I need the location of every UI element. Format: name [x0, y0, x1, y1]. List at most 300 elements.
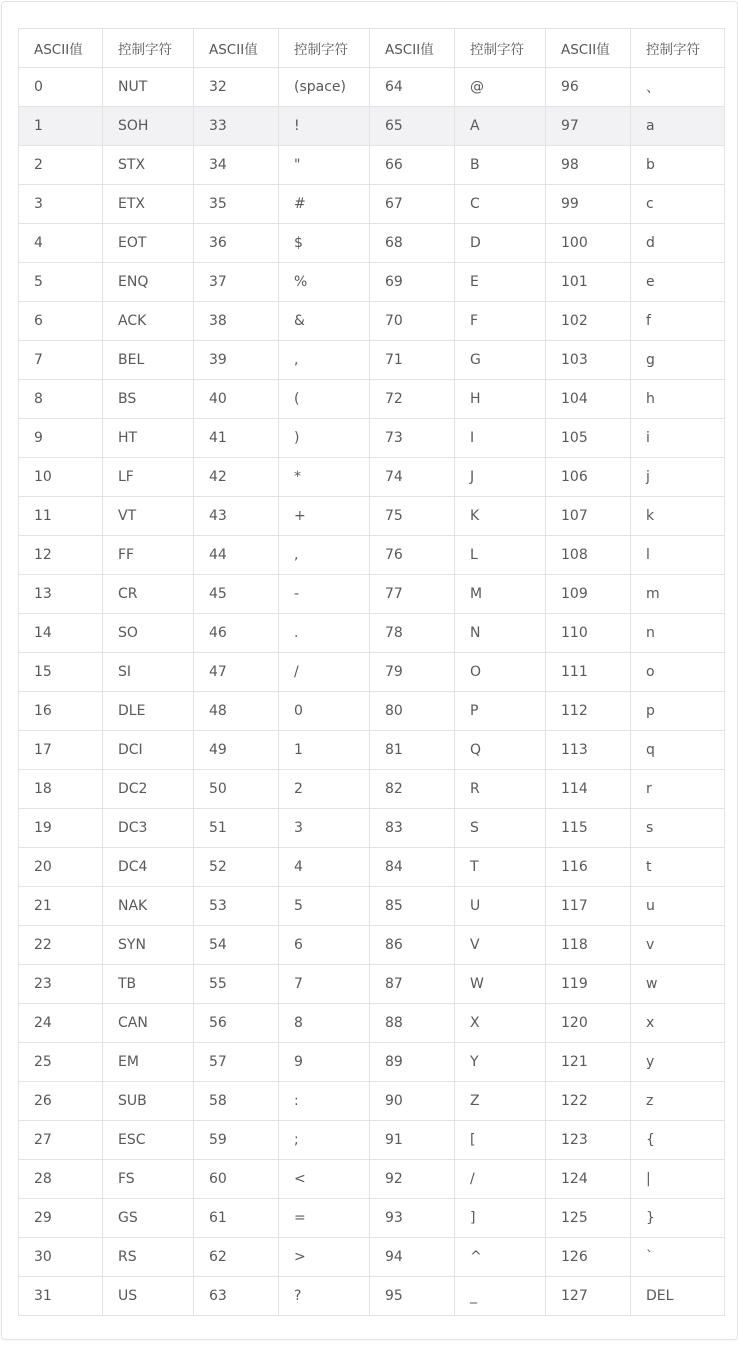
character-cell: ^: [455, 1238, 546, 1277]
ascii-code-cell: 90: [370, 1082, 455, 1121]
character-cell: DEL: [631, 1277, 725, 1316]
character-cell: ENQ: [103, 263, 194, 302]
ascii-code-cell: 104: [546, 380, 631, 419]
ascii-code-cell: 119: [546, 965, 631, 1004]
column-header: ASCII值: [19, 29, 103, 68]
table-row: [19, 770, 725, 809]
character-cell: DC3: [103, 809, 194, 848]
character-cell: LF: [103, 458, 194, 497]
ascii-code-cell: 60: [194, 1160, 279, 1199]
ascii-code-cell: 30: [19, 1238, 103, 1277]
table-row: [19, 887, 725, 926]
character-cell: f: [631, 302, 725, 341]
character-cell: 4: [279, 848, 370, 887]
table-row: [19, 419, 725, 458]
character-cell: 6: [279, 926, 370, 965]
ascii-code-cell: 37: [194, 263, 279, 302]
character-cell: ESC: [103, 1121, 194, 1160]
ascii-code-cell: 42: [194, 458, 279, 497]
ascii-code-cell: 68: [370, 224, 455, 263]
character-cell: BEL: [103, 341, 194, 380]
character-cell: K: [455, 497, 546, 536]
character-cell: 5: [279, 887, 370, 926]
character-cell: q: [631, 731, 725, 770]
character-cell: m: [631, 575, 725, 614]
table-row: [19, 926, 725, 965]
character-cell: X: [455, 1004, 546, 1043]
character-cell: 、: [631, 68, 725, 107]
ascii-code-cell: 32: [194, 68, 279, 107]
table-row: [19, 341, 725, 380]
character-cell: ETX: [103, 185, 194, 224]
character-cell: F: [455, 302, 546, 341]
ascii-code-cell: 99: [546, 185, 631, 224]
character-cell: j: [631, 458, 725, 497]
ascii-code-cell: 66: [370, 146, 455, 185]
character-cell: +: [279, 497, 370, 536]
character-cell: C: [455, 185, 546, 224]
ascii-code-cell: 71: [370, 341, 455, 380]
character-cell: Z: [455, 1082, 546, 1121]
ascii-code-cell: 59: [194, 1121, 279, 1160]
table-row: [19, 1277, 725, 1316]
ascii-code-cell: 8: [19, 380, 103, 419]
character-cell: D: [455, 224, 546, 263]
character-cell: H: [455, 380, 546, 419]
character-cell: N: [455, 614, 546, 653]
table-header-row: [19, 29, 725, 68]
character-cell: EM: [103, 1043, 194, 1082]
character-cell: !: [279, 107, 370, 146]
ascii-code-cell: 67: [370, 185, 455, 224]
ascii-code-cell: 69: [370, 263, 455, 302]
ascii-code-cell: 18: [19, 770, 103, 809]
column-header: 控制字符: [279, 29, 370, 68]
character-cell: DC4: [103, 848, 194, 887]
character-cell: _: [455, 1277, 546, 1316]
ascii-table: [18, 28, 725, 1316]
character-cell: |: [631, 1160, 725, 1199]
table-row: [19, 146, 725, 185]
ascii-code-cell: 83: [370, 809, 455, 848]
character-cell: NAK: [103, 887, 194, 926]
character-cell: i: [631, 419, 725, 458]
character-cell: s: [631, 809, 725, 848]
ascii-code-cell: 112: [546, 692, 631, 731]
character-cell: g: [631, 341, 725, 380]
ascii-code-cell: 89: [370, 1043, 455, 1082]
ascii-code-cell: 46: [194, 614, 279, 653]
character-cell: STX: [103, 146, 194, 185]
ascii-code-cell: 65: [370, 107, 455, 146]
character-cell: ): [279, 419, 370, 458]
column-header: 控制字符: [103, 29, 194, 68]
ascii-code-cell: 85: [370, 887, 455, 926]
ascii-code-cell: 27: [19, 1121, 103, 1160]
character-cell: -: [279, 575, 370, 614]
ascii-code-cell: 16: [19, 692, 103, 731]
ascii-code-cell: 51: [194, 809, 279, 848]
table-row: [19, 692, 725, 731]
ascii-code-cell: 91: [370, 1121, 455, 1160]
character-cell: o: [631, 653, 725, 692]
ascii-code-cell: 107: [546, 497, 631, 536]
character-cell: t: [631, 848, 725, 887]
character-cell: &: [279, 302, 370, 341]
character-cell: .: [279, 614, 370, 653]
ascii-code-cell: 127: [546, 1277, 631, 1316]
ascii-code-cell: 45: [194, 575, 279, 614]
ascii-code-cell: 23: [19, 965, 103, 1004]
ascii-code-cell: 106: [546, 458, 631, 497]
ascii-code-cell: 50: [194, 770, 279, 809]
character-cell: z: [631, 1082, 725, 1121]
table-row: [19, 380, 725, 419]
ascii-code-cell: 55: [194, 965, 279, 1004]
character-cell: FF: [103, 536, 194, 575]
table-row: [19, 1082, 725, 1121]
character-cell: V: [455, 926, 546, 965]
ascii-code-cell: 6: [19, 302, 103, 341]
table-row: [19, 302, 725, 341]
character-cell: ACK: [103, 302, 194, 341]
ascii-code-cell: 13: [19, 575, 103, 614]
table-row: [19, 68, 725, 107]
ascii-code-cell: 33: [194, 107, 279, 146]
character-cell: DC2: [103, 770, 194, 809]
ascii-code-cell: 121: [546, 1043, 631, 1082]
character-cell: `: [631, 1238, 725, 1277]
ascii-code-cell: 62: [194, 1238, 279, 1277]
ascii-code-cell: 58: [194, 1082, 279, 1121]
table-row: [19, 458, 725, 497]
character-cell: A: [455, 107, 546, 146]
character-cell: M: [455, 575, 546, 614]
ascii-code-cell: 123: [546, 1121, 631, 1160]
character-cell: (space): [279, 68, 370, 107]
character-cell: BS: [103, 380, 194, 419]
ascii-code-cell: 75: [370, 497, 455, 536]
character-cell: TB: [103, 965, 194, 1004]
character-cell: FS: [103, 1160, 194, 1199]
ascii-code-cell: 21: [19, 887, 103, 926]
ascii-code-cell: 92: [370, 1160, 455, 1199]
ascii-code-cell: 31: [19, 1277, 103, 1316]
ascii-code-cell: 87: [370, 965, 455, 1004]
ascii-code-cell: 116: [546, 848, 631, 887]
ascii-code-cell: 43: [194, 497, 279, 536]
ascii-code-cell: 102: [546, 302, 631, 341]
character-cell: 1: [279, 731, 370, 770]
character-cell: e: [631, 263, 725, 302]
character-cell: a: [631, 107, 725, 146]
table-row: [19, 1199, 725, 1238]
table-row: [19, 848, 725, 887]
table-row: [19, 224, 725, 263]
ascii-code-cell: 35: [194, 185, 279, 224]
character-cell: <: [279, 1160, 370, 1199]
ascii-code-cell: 79: [370, 653, 455, 692]
ascii-code-cell: 86: [370, 926, 455, 965]
ascii-code-cell: 88: [370, 1004, 455, 1043]
ascii-code-cell: 100: [546, 224, 631, 263]
ascii-code-cell: 120: [546, 1004, 631, 1043]
character-cell: T: [455, 848, 546, 887]
character-cell: CAN: [103, 1004, 194, 1043]
character-cell: 9: [279, 1043, 370, 1082]
character-cell: NUT: [103, 68, 194, 107]
ascii-code-cell: 105: [546, 419, 631, 458]
ascii-code-cell: 72: [370, 380, 455, 419]
table-row: [19, 1160, 725, 1199]
character-cell: VT: [103, 497, 194, 536]
character-cell: B: [455, 146, 546, 185]
character-cell: y: [631, 1043, 725, 1082]
table-row: [19, 575, 725, 614]
character-cell: {: [631, 1121, 725, 1160]
ascii-code-cell: 15: [19, 653, 103, 692]
ascii-code-cell: 38: [194, 302, 279, 341]
ascii-code-cell: 17: [19, 731, 103, 770]
column-header: ASCII值: [370, 29, 455, 68]
ascii-code-cell: 25: [19, 1043, 103, 1082]
ascii-code-cell: 93: [370, 1199, 455, 1238]
table-row: [19, 653, 725, 692]
ascii-code-cell: 11: [19, 497, 103, 536]
ascii-code-cell: 124: [546, 1160, 631, 1199]
ascii-code-cell: 24: [19, 1004, 103, 1043]
table-row: [19, 1004, 725, 1043]
ascii-code-cell: 101: [546, 263, 631, 302]
character-cell: l: [631, 536, 725, 575]
character-cell: h: [631, 380, 725, 419]
ascii-code-cell: 34: [194, 146, 279, 185]
character-cell: ": [279, 146, 370, 185]
character-cell: CR: [103, 575, 194, 614]
ascii-code-cell: 44: [194, 536, 279, 575]
ascii-code-cell: 54: [194, 926, 279, 965]
character-cell: $: [279, 224, 370, 263]
character-cell: d: [631, 224, 725, 263]
table-body: [19, 68, 725, 1316]
ascii-code-cell: 114: [546, 770, 631, 809]
ascii-code-cell: 122: [546, 1082, 631, 1121]
character-cell: ;: [279, 1121, 370, 1160]
character-cell: >: [279, 1238, 370, 1277]
ascii-code-cell: 73: [370, 419, 455, 458]
ascii-code-cell: 109: [546, 575, 631, 614]
character-cell: P: [455, 692, 546, 731]
ascii-code-cell: 10: [19, 458, 103, 497]
character-cell: x: [631, 1004, 725, 1043]
character-cell: u: [631, 887, 725, 926]
character-cell: SO: [103, 614, 194, 653]
ascii-code-cell: 108: [546, 536, 631, 575]
ascii-code-cell: 80: [370, 692, 455, 731]
ascii-code-cell: 19: [19, 809, 103, 848]
character-cell: S: [455, 809, 546, 848]
character-cell: 3: [279, 809, 370, 848]
character-cell: r: [631, 770, 725, 809]
table-card: [1, 1, 738, 1340]
character-cell: I: [455, 419, 546, 458]
column-header: ASCII值: [546, 29, 631, 68]
table-row: [19, 107, 725, 146]
character-cell: SUB: [103, 1082, 194, 1121]
ascii-code-cell: 111: [546, 653, 631, 692]
character-cell: /: [279, 653, 370, 692]
ascii-code-cell: 39: [194, 341, 279, 380]
ascii-code-cell: 49: [194, 731, 279, 770]
ascii-code-cell: 26: [19, 1082, 103, 1121]
table-row: [19, 1238, 725, 1277]
ascii-code-cell: 115: [546, 809, 631, 848]
character-cell: ,: [279, 536, 370, 575]
character-cell: w: [631, 965, 725, 1004]
ascii-code-cell: 98: [546, 146, 631, 185]
ascii-code-cell: 84: [370, 848, 455, 887]
table-row: [19, 536, 725, 575]
ascii-code-cell: 53: [194, 887, 279, 926]
ascii-code-cell: 96: [546, 68, 631, 107]
character-cell: HT: [103, 419, 194, 458]
ascii-code-cell: 48: [194, 692, 279, 731]
table-row: [19, 731, 725, 770]
ascii-code-cell: 4: [19, 224, 103, 263]
character-cell: p: [631, 692, 725, 731]
character-cell: J: [455, 458, 546, 497]
ascii-code-cell: 40: [194, 380, 279, 419]
ascii-code-cell: 1: [19, 107, 103, 146]
character-cell: DLE: [103, 692, 194, 731]
ascii-code-cell: 57: [194, 1043, 279, 1082]
table-row: [19, 614, 725, 653]
column-header: ASCII值: [194, 29, 279, 68]
character-cell: :: [279, 1082, 370, 1121]
ascii-code-cell: 12: [19, 536, 103, 575]
ascii-code-cell: 117: [546, 887, 631, 926]
character-cell: Q: [455, 731, 546, 770]
character-cell: DCI: [103, 731, 194, 770]
ascii-code-cell: 9: [19, 419, 103, 458]
character-cell: R: [455, 770, 546, 809]
character-cell: L: [455, 536, 546, 575]
ascii-code-cell: 52: [194, 848, 279, 887]
ascii-code-cell: 76: [370, 536, 455, 575]
character-cell: ]: [455, 1199, 546, 1238]
character-cell: RS: [103, 1238, 194, 1277]
column-header: 控制字符: [631, 29, 725, 68]
character-cell: E: [455, 263, 546, 302]
ascii-code-cell: 3: [19, 185, 103, 224]
character-cell: ,: [279, 341, 370, 380]
column-header: 控制字符: [455, 29, 546, 68]
ascii-code-cell: 126: [546, 1238, 631, 1277]
ascii-code-cell: 22: [19, 926, 103, 965]
ascii-code-cell: 74: [370, 458, 455, 497]
table-row: [19, 1121, 725, 1160]
ascii-code-cell: 41: [194, 419, 279, 458]
character-cell: k: [631, 497, 725, 536]
ascii-code-cell: 81: [370, 731, 455, 770]
character-cell: US: [103, 1277, 194, 1316]
table-row: [19, 263, 725, 302]
table-row: [19, 965, 725, 1004]
ascii-code-cell: 47: [194, 653, 279, 692]
ascii-code-cell: 14: [19, 614, 103, 653]
ascii-code-cell: 36: [194, 224, 279, 263]
character-cell: 0: [279, 692, 370, 731]
ascii-code-cell: 20: [19, 848, 103, 887]
ascii-code-cell: 82: [370, 770, 455, 809]
table-row: [19, 1043, 725, 1082]
character-cell: [: [455, 1121, 546, 1160]
character-cell: v: [631, 926, 725, 965]
character-cell: }: [631, 1199, 725, 1238]
ascii-code-cell: 95: [370, 1277, 455, 1316]
ascii-code-cell: 113: [546, 731, 631, 770]
character-cell: GS: [103, 1199, 194, 1238]
character-cell: =: [279, 1199, 370, 1238]
ascii-code-cell: 110: [546, 614, 631, 653]
character-cell: @: [455, 68, 546, 107]
character-cell: U: [455, 887, 546, 926]
table-row: [19, 185, 725, 224]
ascii-code-cell: 7: [19, 341, 103, 380]
character-cell: %: [279, 263, 370, 302]
character-cell: EOT: [103, 224, 194, 263]
character-cell: #: [279, 185, 370, 224]
character-cell: b: [631, 146, 725, 185]
character-cell: O: [455, 653, 546, 692]
ascii-code-cell: 97: [546, 107, 631, 146]
ascii-code-cell: 63: [194, 1277, 279, 1316]
ascii-code-cell: 2: [19, 146, 103, 185]
ascii-code-cell: 64: [370, 68, 455, 107]
ascii-code-cell: 70: [370, 302, 455, 341]
character-cell: W: [455, 965, 546, 1004]
ascii-code-cell: 118: [546, 926, 631, 965]
ascii-code-cell: 5: [19, 263, 103, 302]
ascii-code-cell: 56: [194, 1004, 279, 1043]
ascii-code-cell: 0: [19, 68, 103, 107]
character-cell: n: [631, 614, 725, 653]
character-cell: SOH: [103, 107, 194, 146]
character-cell: ?: [279, 1277, 370, 1316]
character-cell: c: [631, 185, 725, 224]
character-cell: (: [279, 380, 370, 419]
ascii-code-cell: 77: [370, 575, 455, 614]
ascii-code-cell: 94: [370, 1238, 455, 1277]
ascii-code-cell: 29: [19, 1199, 103, 1238]
ascii-code-cell: 125: [546, 1199, 631, 1238]
table-row: [19, 809, 725, 848]
character-cell: 2: [279, 770, 370, 809]
ascii-code-cell: 78: [370, 614, 455, 653]
ascii-code-cell: 103: [546, 341, 631, 380]
character-cell: *: [279, 458, 370, 497]
ascii-code-cell: 61: [194, 1199, 279, 1238]
ascii-code-cell: 28: [19, 1160, 103, 1199]
character-cell: G: [455, 341, 546, 380]
character-cell: 7: [279, 965, 370, 1004]
table-row: [19, 497, 725, 536]
character-cell: SYN: [103, 926, 194, 965]
character-cell: SI: [103, 653, 194, 692]
character-cell: 8: [279, 1004, 370, 1043]
character-cell: /: [455, 1160, 546, 1199]
character-cell: Y: [455, 1043, 546, 1082]
